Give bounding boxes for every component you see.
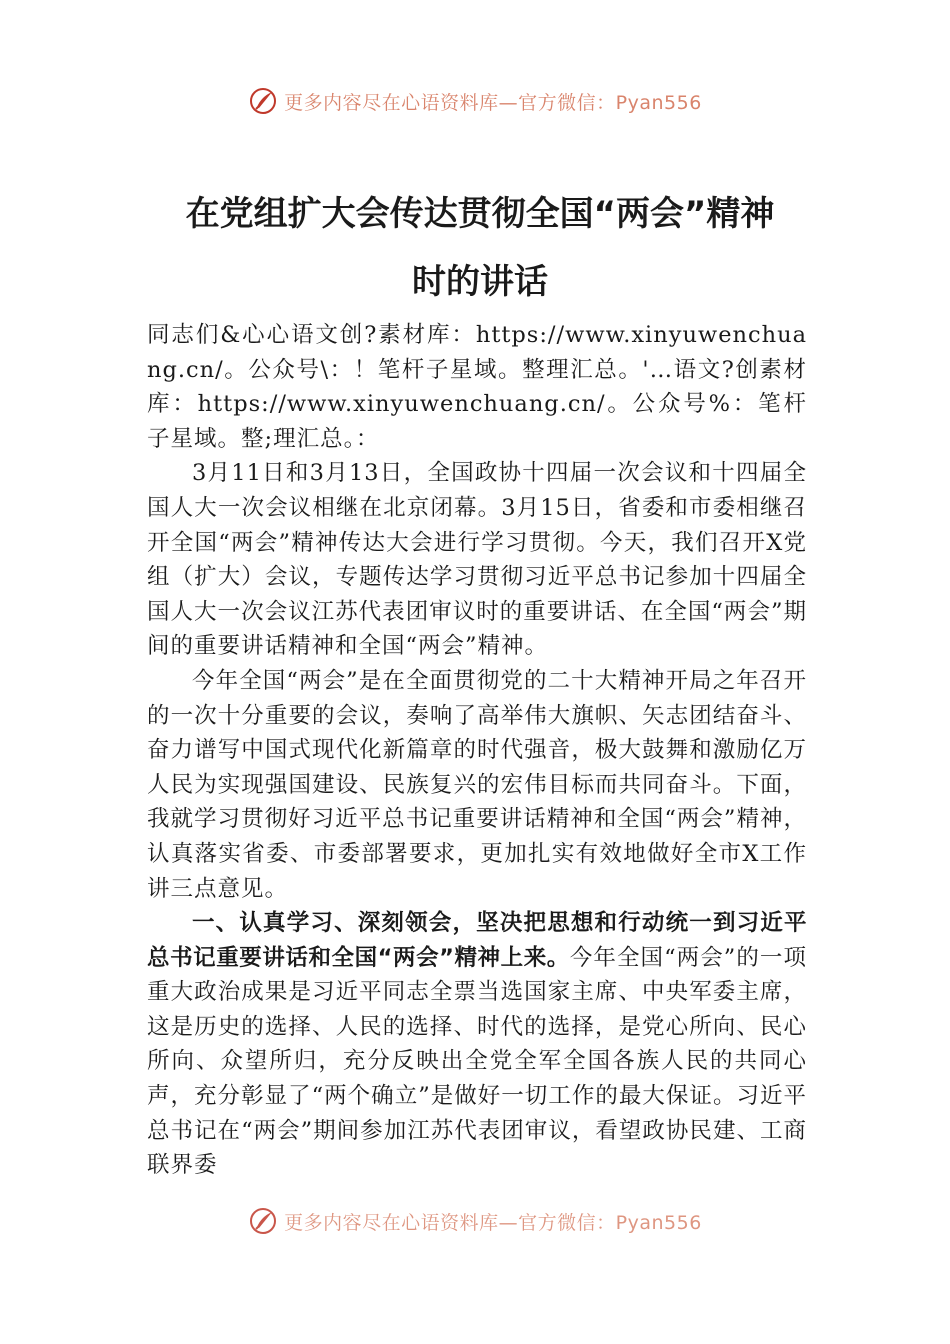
watermark-text: 更多内容尽在心语资料库—官方微信：Pyan556	[284, 91, 702, 114]
document-body	[147, 318, 807, 1183]
title-line-2: 时的讲话	[412, 262, 548, 302]
header-watermark	[0, 86, 950, 116]
paragraph-overview: 今年全国“两会”是在全面贯彻党的二十大精神开局之年召开的一次十分重要的会议，奏响了高举伟大旗帜、矢志团结奋斗、奋力谱写中国式现代化新篇章的时代强音，极大鼓舞和激励亿万人民为实现强国建设、民族复兴的宏伟目标而共同奋斗。下面，我就学习贯彻好习近平总书记重要讲话精神和全国“两会”精神，认真落实省委、市委部署要求，更加扎实有效地做好全市X工作讲三点意见。	[147, 667, 807, 902]
document-title	[140, 180, 820, 316]
paragraph-salutation: 同志们&心心语文创?素材库：https://www.xinyuwenchuang.cn/。公众号\：！笔杆子星域。整理汇总。'…语文?创素材库：https://www.xinyuwenchuang.cn/。公众号%：笔杆子星域。整;理汇总。：	[147, 322, 807, 452]
section-1-heading: 一、认真学习、深刻领会，坚决把思想和行动统一到习近平总书记重要讲话和全国“两会”精神上来。	[147, 910, 807, 971]
section-1-body: 今年全国“两会”的一项重大政治成果是习近平同志全票当选国家主席、中央军委主席，这是历史的选择、人民的选择、时代的选择，是党心所向、民心所向、众望所归，充分反映出全党全军全国各族人民的共同心声，充分彰显了“两个确立”是做好一切工作的最大保证。习近平总书记在“两会”期间参加江苏代表团审议，看望政协民建、工商联界委	[147, 944, 807, 1179]
footer-watermark	[0, 1206, 950, 1236]
watermark-text: 更多内容尽在心语资料库—官方微信：Pyan556	[284, 1211, 702, 1234]
quill-logo-icon	[248, 86, 278, 116]
paragraph-section-1	[147, 906, 807, 1183]
quill-logo-icon	[248, 1206, 278, 1236]
paragraph-intro: 3月11日和3月13日，全国政协十四届一次会议和十四届全国人大一次会议相继在北京闭幕。3月15日，省委和市委相继召开全国“两会”精神传达大会进行学习贯彻。今天，我们召开X党组（扩大）会议，专题传达学习贯彻习近平总书记参加十四届全国人大一次会议江苏代表团审议时的重要讲话、在全国“两会”期间的重要讲话精神和全国“两会”精神。	[147, 460, 807, 660]
title-line-1: 在党组扩大会传达贯彻全国“两会”精神	[185, 194, 775, 234]
